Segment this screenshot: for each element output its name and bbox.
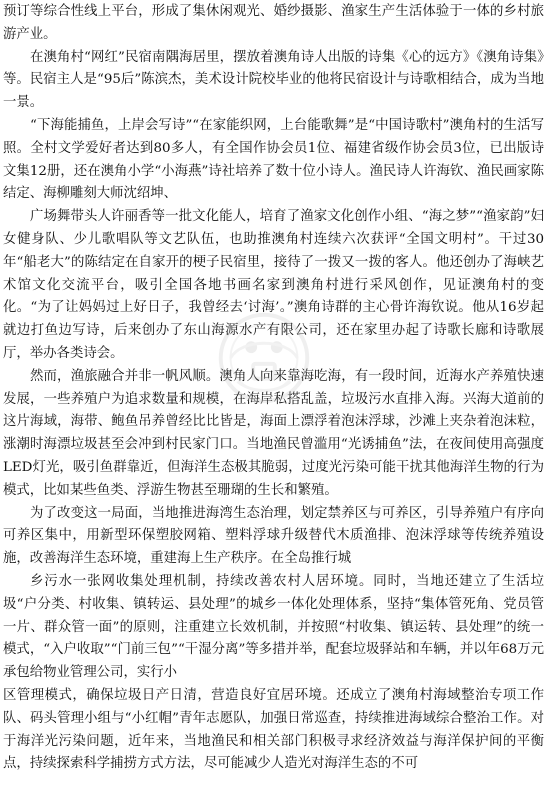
- paragraph-7: 乡污水一张网收集处理机制，持续改善农村人居环境。同时，当地还建立了生活垃圾“户分类、村收集、镇转运、县处理”的城乡一体化处理体系，坚持“集体管死角、党员管一片、群众管一面”的原则，注重建立长效机制，并按照“村收集、镇运转、县处理”的统一模式，“入户收取”“门前三包”“干湿分离”等多措并举，配套垃圾驿站和车辆，并以年68万元承包给物业管理公司，实行小: [3, 573, 544, 681]
- article-body: [3, 1, 544, 776]
- paragraph-5: 然而，渔旅融合并非一帆风顺。澳角人向来靠海吃海，有一段时间，近海水产养殖快速发展，一些养殖户为追求数量和规模，在海岸私搭乱盖，垃圾污水直排入海。兴海大道前的这片海域，海带、鲍鱼吊养曾经比比皆是，海面上漂浮着泡沫浮球，沙滩上夹杂着泡沫粒，涨潮时海漂垃圾甚至会冲到村民家门口。当地渔民曾滥用“光诱捕鱼”法，在夜间使用高强度LED灯光，吸引鱼群靠近，但海洋生态极其脆弱，过度光污染可能干扰其他海洋生物的行为模式，比如某些鱼类、浮游生物甚至珊瑚的生长和繁殖。: [3, 368, 544, 498]
- paragraph-8: 区管理模式，确保垃圾日产日清，营造良好宜居环境。还成立了澳角村海域整治专项工作队、码头管理小组与“小红帽”青年志愿队，加强日常巡查，持续推进海域综合整治工作。对于海洋光污染问题，近年来，当地渔民和相关部门积极寻求经济效益与海洋保护间的平衡点，持续探索科学捕捞方式方法，尽可能减少人造光对海洋生态的不可: [3, 687, 544, 772]
- paragraph-4: 广场舞带头人许丽香等一批文化能人，培育了渔家文化创作小组、“海之梦”“渔家韵”妇女健身队、少儿歌唱队等文艺队伍，也助推澳角村连续六次获评“全国文明村”。干过30年“船老大”的陈结定在自家开的梗子民宿里，接待了一拨又一拨的客人。他还创办了海峡艺术馆文化交流平台，吸引全国各地书画名家到澳角村进行采风创作，见证澳角村的变化。“为了让妈妈过上好日子，我曾经去‘讨海’。”澳角诗群的主心骨许海钦说。他从16岁起就边打鱼边写诗，后来创办了东山海源水产有限公司，还在家里办起了诗歌长廊和诗歌展厅，举办各类诗会。: [3, 209, 544, 361]
- paragraph-2: 在澳角村“网红”民宿南隅海居里，摆放着澳角诗人出版的诗集《心的远方》《澳角诗集》等。民宿主人是“95后”陈滨杰，美术设计院校毕业的他将民宿设计与诗歌相结合，成为当地一景。: [3, 49, 544, 111]
- paragraph-1: 预订等综合性线上平台，形成了集休闲观光、婚纱摄影、渔家生产生活体验于一体的乡村旅游产业。: [3, 4, 544, 42]
- paragraph-6: 为了改变这一局面，当地推进海湾生态治理，划定禁养区与可养区，引导养殖户有序向可养区集中，用新型环保塑胶网箱、塑料浮球升级替代木质渔排、泡沫浮球等传统养殖设施，改善海洋生态环境，重建海上生产秩序。在全岛推行城: [3, 505, 544, 567]
- paragraph-3: “下海能捕鱼，上岸会写诗”“在家能织网，上台能歌舞”是“中国诗歌村”澳角村的生活写照。全村文学爱好者达到80多人，有全国作协会员1位、福建省级作协会员3位，已出版诗文集12册，还在澳角小学“小海燕”诗社培养了数十位小诗人。渔民诗人许海钦、渔民画家陈结定、海柳雕刻大师沈绍坤、: [3, 117, 544, 202]
